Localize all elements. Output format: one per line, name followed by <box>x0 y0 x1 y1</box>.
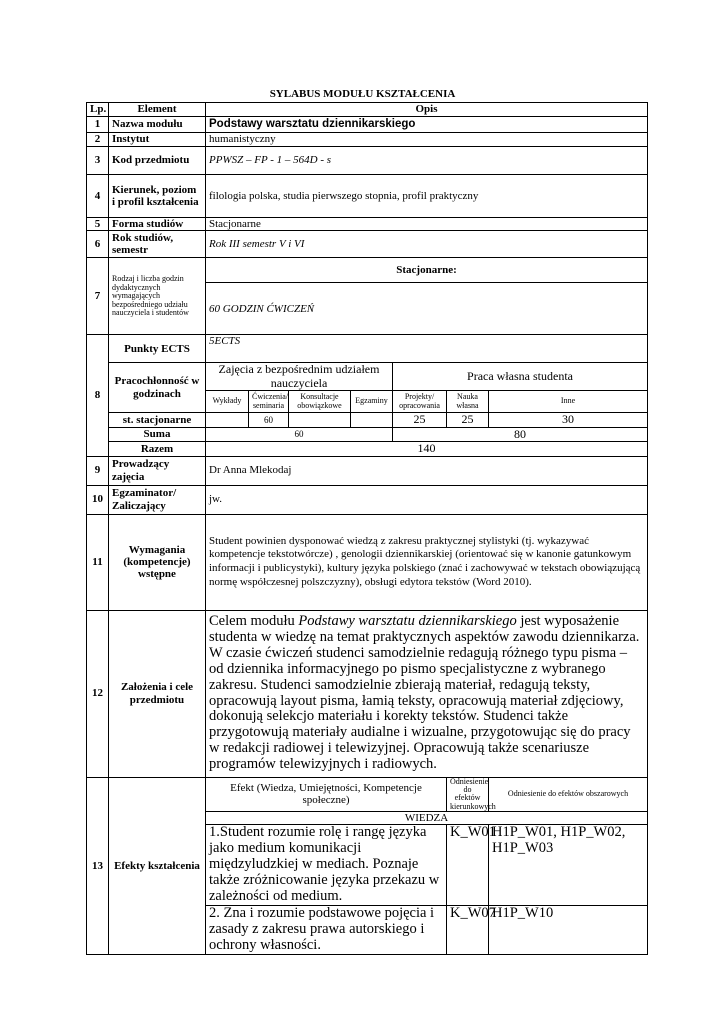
row-element: Rodzaj i liczba godzin dydaktycznych wymagających bezpośredniego udziału nauczyciela i studentów <box>109 258 206 335</box>
col-other: Inne <box>489 391 648 413</box>
area-reference: H1P_W10 <box>489 906 648 955</box>
row-element: Forma studiów <box>109 218 206 231</box>
st-consultations <box>289 413 351 427</box>
study-year: Rok III semestr V i VI <box>206 231 648 258</box>
row-number: 4 <box>87 175 109 218</box>
row-7-header <box>87 258 648 283</box>
field-reference: K_W01 <box>447 825 489 906</box>
row-10 <box>87 485 648 514</box>
self-study-header: Praca własna studenta <box>393 363 648 391</box>
row-number: 11 <box>87 514 109 610</box>
col-exercises: Ćwiczenia/ seminaria <box>249 391 289 413</box>
row-element: Prowadzący zajęcia <box>109 456 206 485</box>
row-number: 5 <box>87 218 109 231</box>
objectives-text-post: jest wyposażenie studenta w wiedzę na temat praktycznych aspektów zawodu dziennikarza. W czasie ćwiczeń studenci samodzielnie redagują różnego typu pisma – od dziennika informacyjnego po pismo specjalistyczne z wybranego zakresu. Studenci samodzielnie zbierają materiał, redagują teksty, opracowują layout pisma, łamią teksty, opracowują materiał zdjęciowy, dokonują selekcjo materiału i korekty tekstów. Studenci także przygotowują materiały audialne i wizualne, przygotowując się do pracy w redakcji radiowej i telewizyjnej. Opracowują także scenariusze programów telewizyjnych i radiowych. <box>209 612 640 773</box>
row-element: Nazwa modułu <box>109 117 206 133</box>
syllabus-table <box>86 102 648 955</box>
row-9 <box>87 456 648 485</box>
row-element: Założenia i cele przedmiotu <box>109 610 206 777</box>
header-lp: Lp. <box>87 103 109 117</box>
prerequisites-value: Student powinien dysponować wiedzą z zakresu praktycznej stylistyki (tj. wykazywać kompetencje tekstotwórcze) , genologii dziennikarskiej (orientować się w kanonie gatunkowym informacji i publicystyki), kultury języka polskiego (znać i zachowywać w tekstach obowiązującą normę współczesnej polszczyzny), obsługi edytora tekstów (Word 2010). <box>206 514 648 610</box>
row-8-stationary <box>87 413 648 427</box>
row-11 <box>87 514 648 610</box>
field-of-study: filologia polska, studia pierwszego stopnia, profil praktyczny <box>206 175 648 218</box>
st-exercises: 60 <box>249 413 289 427</box>
objectives-text-pre: Celem modułu <box>209 612 299 629</box>
instructor-value: Dr Anna Mlekodaj <box>206 456 648 485</box>
area-reference-header: Odniesienie do efektów obszarowych <box>489 777 648 812</box>
row-2 <box>87 133 648 147</box>
row-5 <box>87 218 648 231</box>
field-reference-header: Odniesienie do efektów kierunkowych <box>447 777 489 812</box>
module-name: Podstawy warsztatu dziennikarskiego <box>206 117 648 133</box>
col-consultations: Konsultacje obowiązkowe <box>289 391 351 413</box>
institute-value: humanistyczny <box>206 133 648 147</box>
row-element: Efekty kształcenia <box>109 777 206 954</box>
area-reference: H1P_W01, H1P_W02, H1P_W03 <box>489 825 648 906</box>
st-other: 30 <box>489 413 648 427</box>
row-13-header <box>87 777 648 812</box>
hours-header: Stacjonarne: <box>206 258 648 283</box>
row-element: Wymagania (kompetencje) wstępne <box>109 514 206 610</box>
row-number: 12 <box>87 610 109 777</box>
total-value: 140 <box>206 442 648 456</box>
examiner-value: jw. <box>206 485 648 514</box>
st-lectures <box>206 413 249 427</box>
row-3 <box>87 147 648 175</box>
row-number: 2 <box>87 133 109 147</box>
header-row <box>87 103 648 117</box>
effect-text: 1.Student rozumie rolę i rangę języka jako medium komunikacji międzyludzkiej w mediach. Poznaje także zróżnicowanie języka przekazu w zależności od medium. <box>206 825 447 906</box>
sum-contact: 60 <box>206 427 393 441</box>
document-title: SYLABUS MODUŁU KSZTAŁCENIA <box>269 88 456 100</box>
row-6 <box>87 231 648 258</box>
workload-label: Pracochłonność w godzinach <box>109 363 206 413</box>
col-exams: Egzaminy <box>351 391 393 413</box>
effect-text: 2. Zna i rozumie podstawowe pojęcia i zasady z zakresu prawa autorskiego i ochrony własności. <box>206 906 447 955</box>
sum-label: Suma <box>109 427 206 441</box>
st-exams <box>351 413 393 427</box>
study-form: Stacjonarne <box>206 218 648 231</box>
knowledge-section: WIEDZA <box>206 812 648 825</box>
ects-label: Punkty ECTS <box>109 335 206 363</box>
ects-value: 5ECTS <box>206 335 648 363</box>
row-element: Rok studiów, semestr <box>109 231 206 258</box>
row-4 <box>87 175 648 218</box>
row-element: Kierunek, poziom i profil kształcenia <box>109 175 206 218</box>
objectives-value <box>206 610 648 777</box>
row-element: Kod przedmiotu <box>109 147 206 175</box>
col-self-study: Nauka własna <box>447 391 489 413</box>
row-number: 7 <box>87 258 109 335</box>
row-number: 6 <box>87 231 109 258</box>
effect-column-header: Efekt (Wiedza, Umiejętności, Kompetencje społeczne) <box>206 777 447 812</box>
row-element: Instytut <box>109 133 206 147</box>
row-number: 3 <box>87 147 109 175</box>
header-opis: Opis <box>206 103 648 117</box>
row-number: 9 <box>87 456 109 485</box>
stationary-label: st. stacjonarne <box>109 413 206 427</box>
field-reference: K_W07 <box>447 906 489 955</box>
objectives-module-title: Podstawy warsztatu dziennikarskiego <box>298 612 517 629</box>
row-8-group-headers <box>87 363 648 391</box>
total-label: Razem <box>109 442 206 456</box>
course-code: PPWSZ – FP - 1 – 564D - s <box>206 147 648 175</box>
hours-value: 60 GODZIN ĆWICZEŃ <box>206 283 648 335</box>
st-self-study: 25 <box>447 413 489 427</box>
sum-self: 80 <box>393 427 648 441</box>
st-projects: 25 <box>393 413 447 427</box>
row-1 <box>87 117 648 133</box>
header-element: Element <box>109 103 206 117</box>
row-element: Egzaminator/ Zaliczający <box>109 485 206 514</box>
row-12 <box>87 610 648 777</box>
col-projects: Projekty/ opracowania <box>393 391 447 413</box>
col-lectures: Wykłady <box>206 391 249 413</box>
row-8-ects <box>87 335 648 363</box>
row-8-total <box>87 442 648 456</box>
row-number: 1 <box>87 117 109 133</box>
row-8-sum <box>87 427 648 441</box>
row-number: 10 <box>87 485 109 514</box>
row-number: 8 <box>87 335 109 456</box>
contact-hours-header: Zajęcia z bezpośrednim udziałem nauczyciela <box>206 363 393 391</box>
row-number: 13 <box>87 777 109 954</box>
